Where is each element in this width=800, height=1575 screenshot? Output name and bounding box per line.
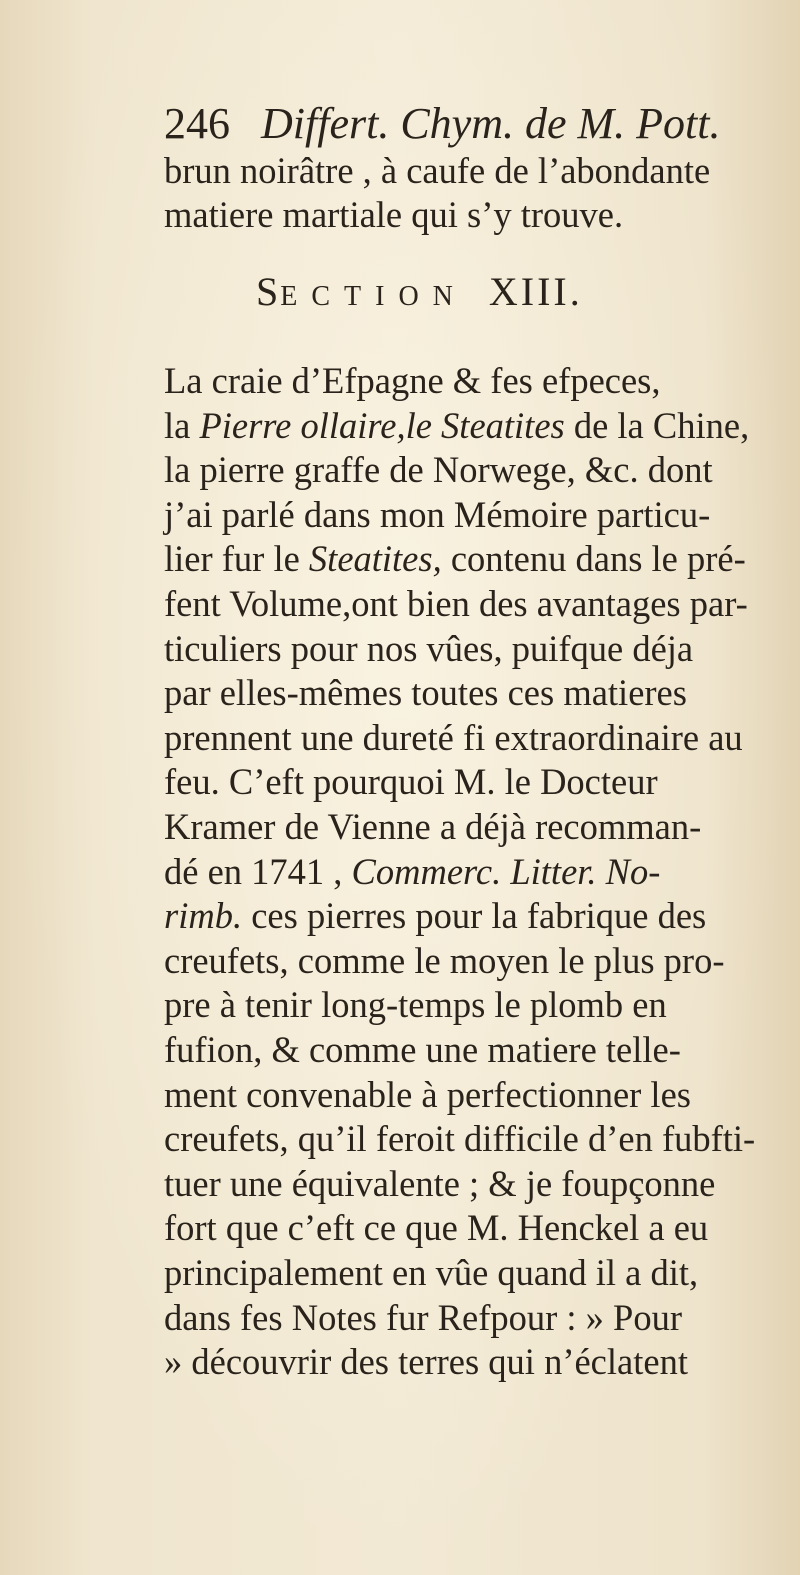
body-line	[164, 627, 693, 671]
text-run: fent Volume,ont bien des avantages par-	[164, 583, 748, 624]
italic-text-run: Commerc. Litter. No-	[351, 850, 661, 892]
text-run: ment convenable à perfectionner les	[164, 1073, 691, 1115]
body-line	[164, 1073, 691, 1117]
body-line	[164, 448, 713, 492]
section-heading-initial: S	[256, 269, 281, 314]
text-run: » découvrir des terres qui n’éclatent	[164, 1341, 688, 1383]
intro-line: matiere martiale qui s’y trouve.	[164, 194, 624, 235]
text-run: tuer une équivalente ; & je foupçonne	[164, 1162, 716, 1204]
text-run: creufets, qu’il feroit difficile d’en fubfti-	[164, 1118, 756, 1160]
text-run: contenu dans le pré-	[441, 538, 746, 580]
body-line	[164, 850, 660, 894]
text-run: Kramer de Vienne a déjà recomman-	[164, 806, 702, 847]
page-number: 246	[164, 99, 230, 148]
body-line	[164, 760, 658, 804]
body-line	[164, 671, 687, 715]
body-line	[164, 359, 661, 403]
body-line	[164, 1117, 755, 1161]
text-run: creufets, comme le moyen le plus pro-	[164, 939, 725, 981]
body-line	[164, 805, 701, 849]
body-line	[164, 716, 743, 760]
text-run: la pierre graffe de Norwege, &c. dont	[164, 449, 713, 491]
body-line	[164, 894, 706, 938]
intro-line: brun noirâtre , à caufe de l’abondante	[164, 150, 711, 191]
section-heading	[256, 268, 583, 321]
italic-text-run: Steatites,	[308, 538, 442, 580]
text-run: fufion, & comme une matiere telle-	[164, 1029, 681, 1070]
body-line	[164, 493, 710, 537]
running-head: Differt. Chym. de M. Pott.	[261, 99, 721, 148]
text-run: la	[164, 404, 200, 446]
italic-text-run: rimb.	[164, 895, 243, 937]
text-run: de la Chine,	[564, 404, 750, 446]
body-line	[164, 1206, 708, 1250]
text-run: ces pierres pour la fabrique des	[242, 895, 707, 937]
body-line	[164, 1028, 681, 1072]
text-run: j’ai parlé dans mon Mémoire particu-	[164, 493, 711, 535]
section-number: XIII.	[488, 269, 583, 314]
text-run: La craie d’Efpagne & fes efpeces,	[164, 360, 661, 401]
text-run: ticuliers pour nos vûes, puifque déja	[164, 627, 694, 669]
body-line	[164, 1340, 688, 1384]
text-run: fort que c’eft ce que M. Henckel a eu	[164, 1207, 709, 1249]
body-line	[164, 1162, 715, 1206]
text-run: lier fur le	[164, 538, 309, 580]
body-line	[164, 983, 667, 1027]
text-run: par elles-mêmes toutes ces matieres	[164, 672, 687, 714]
page-header	[164, 100, 744, 148]
italic-text-run: Pierre ollaire,le Steatites	[199, 404, 565, 446]
body-line	[164, 939, 725, 983]
text-run: prennent une dureté fi extraordinaire au	[164, 716, 743, 758]
text-run: principalement en vûe quand il a dit,	[164, 1252, 699, 1293]
text-run: dans fes Notes fur Refpour : » Pour	[164, 1296, 683, 1338]
body-line	[164, 404, 749, 448]
text-run: pre à tenir long-temps le plomb en	[164, 984, 667, 1026]
body-line	[164, 1251, 698, 1295]
body-line	[164, 1296, 682, 1340]
section-heading-word: ECTION	[280, 281, 467, 312]
body-line	[164, 582, 748, 626]
text-run: feu. C’eft pourquoi M. le Docteur	[164, 761, 658, 803]
text-run: dé en 1741 ,	[164, 850, 352, 892]
body-line	[164, 537, 746, 581]
